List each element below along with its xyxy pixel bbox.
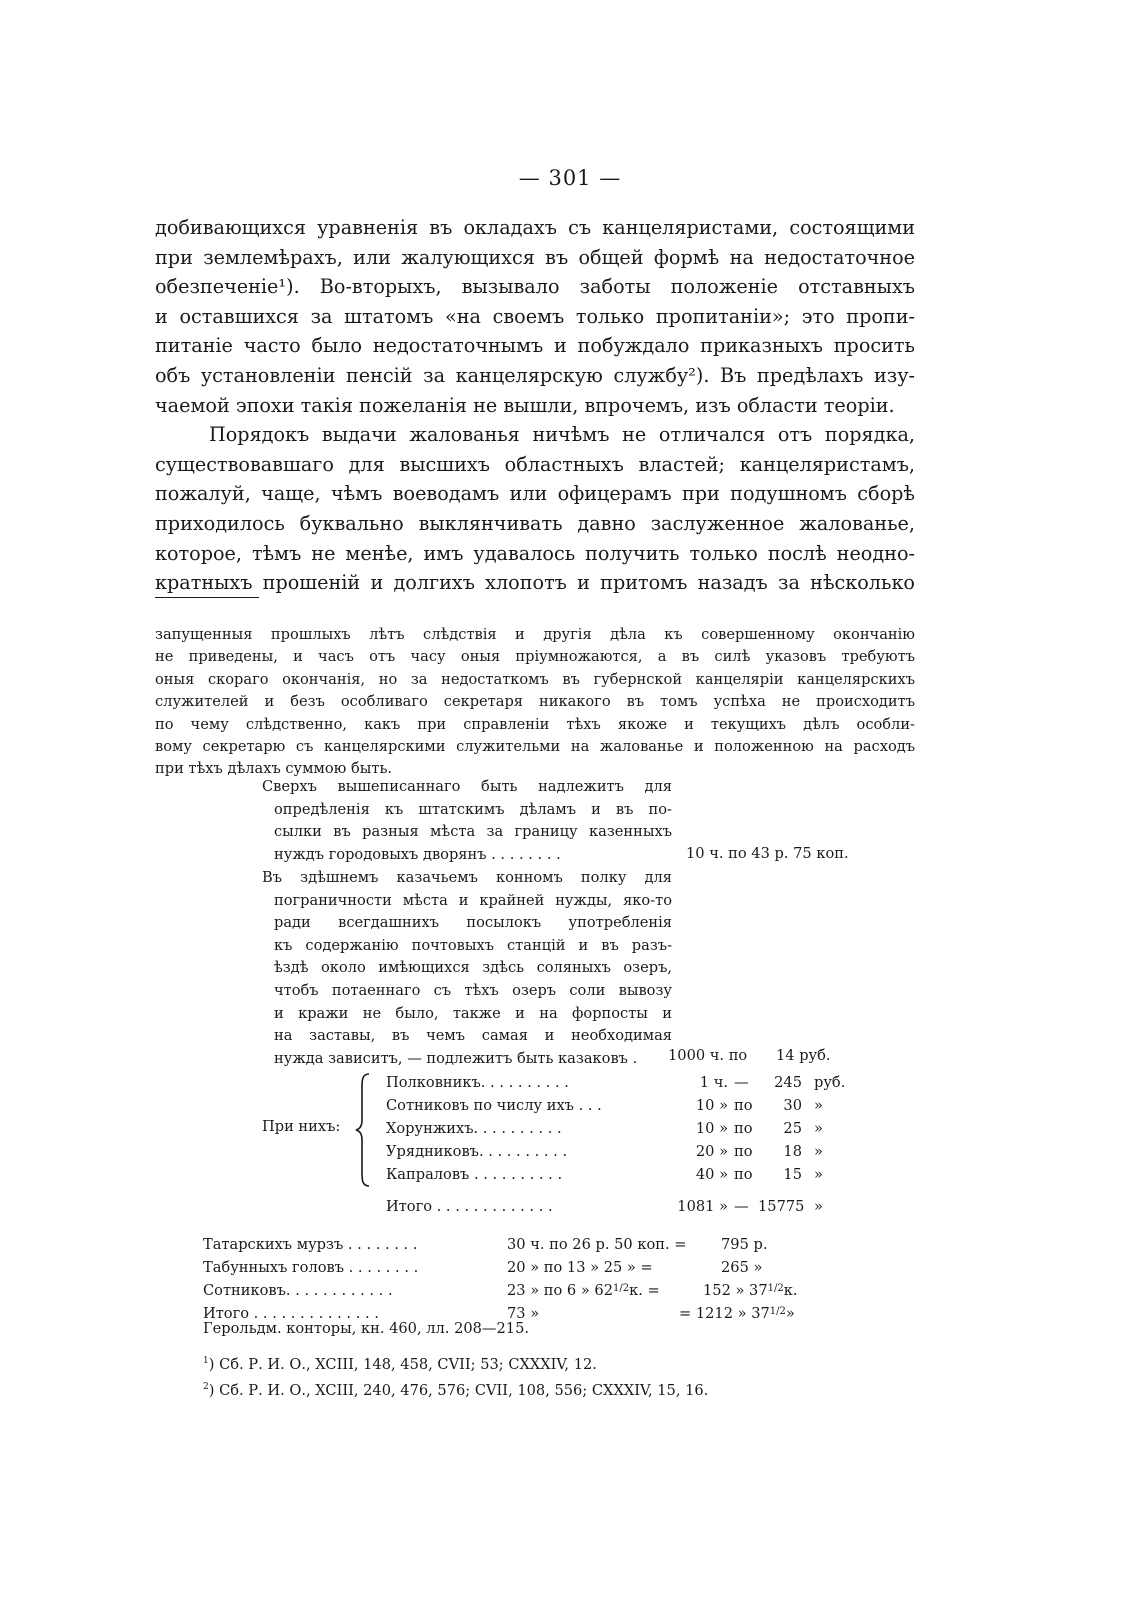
summary-total-frac: 1/2 (769, 1306, 786, 1317)
text-line: приходилось буквально выклянчивать давно заслуженное жалованье, (155, 511, 915, 535)
footnote-line: при тѣхъ дѣлахъ суммою быть. (155, 760, 393, 778)
footnotes (203, 1352, 708, 1404)
footnote-mark: 1 (203, 1356, 209, 1366)
summary-total-main: 152 » 37 (703, 1282, 768, 1299)
summary-total-tail: » (785, 1305, 795, 1322)
officer-total-name: Итого . . . . . . . . . . . . . (386, 1198, 553, 1215)
summary-qty: 20 » по 13 » 25 » = (507, 1259, 653, 1276)
summary-qty: 73 » (507, 1305, 540, 1322)
budget-amount-kazaki-pay: 14 руб. (776, 1047, 831, 1064)
officer-row (386, 1143, 846, 1165)
summary-row (203, 1282, 843, 1304)
summary-name: Татарскихъ мурзъ . . . . . . . . (203, 1236, 418, 1253)
text-line: и оставшихся за штатомъ «на своемъ только пропитаніи»; это пропи- (155, 304, 915, 328)
officer-sep: по (734, 1166, 753, 1183)
summary-row (203, 1236, 843, 1258)
summary-name: Табунныхъ головъ . . . . . . . . (203, 1259, 419, 1276)
officer-sep: по (734, 1143, 753, 1160)
officer-row (386, 1166, 846, 1188)
footnote-divider (155, 597, 259, 598)
officer-total-count: 1081 » (677, 1198, 728, 1215)
officer-count: 20 » (695, 1143, 728, 1160)
officer-pay: 245 (774, 1074, 802, 1091)
officer-count: 10 » (695, 1097, 728, 1114)
officer-name: Полковникъ. . . . . . . . . . (386, 1074, 569, 1091)
budget-line: на заставы, въ чемъ самая и необходимая (274, 1027, 672, 1045)
footnote-line: запущенныя прошлыхъ лѣтъ слѣдствія и другія дѣла къ совершенному окончанію (155, 626, 915, 643)
text-line: существовавшаго для высшихъ областныхъ властей; канцеляристамъ, (155, 452, 915, 476)
text-line: чаемой эпохи такія пожеланія не вышли, впрочемъ, изъ области теоріи. (155, 393, 895, 417)
footnote-continuation (155, 624, 915, 781)
budget-amount-dvoryane: 10 ч. по 43 р. 75 коп. (686, 845, 849, 862)
budget-line: нужда зависитъ, — подлежитъ быть казаковъ . (274, 1049, 638, 1067)
officer-count: 40 » (695, 1166, 728, 1183)
officer-row (386, 1097, 846, 1119)
budget-amount-kazaki-count: 1000 ч. по (668, 1047, 748, 1064)
officer-unit: » (814, 1166, 823, 1183)
summary-total: 265 » (721, 1259, 763, 1276)
officer-name: Капраловъ . . . . . . . . . . (386, 1166, 563, 1183)
budget-item-kazaki (262, 867, 672, 1070)
summary-total (703, 1282, 798, 1299)
officer-row (386, 1120, 846, 1142)
summary-total: 795 р. (721, 1236, 768, 1253)
text-line: кратныхъ прошеній и долгихъ хлопотъ и притомъ назадъ за нѣсколько (155, 571, 915, 595)
budget-line: Сверхъ вышеписаннаго быть надлежитъ для (262, 778, 672, 795)
text-line: которое, тѣмъ не менѣе, имъ удавалось получить только послѣ неодно- (155, 541, 915, 565)
budget-line: ради всегдашнихъ посылокъ употребленія (274, 914, 672, 932)
footnote-2 (203, 1378, 708, 1404)
budget-line: Въ здѣшнемъ казачьемъ конномъ полку для (262, 869, 672, 886)
summary-total-tail: к. (783, 1282, 798, 1299)
budget-line: нуждъ городовыхъ дворянъ . . . . . . . . (274, 845, 561, 863)
footnote-line: не приведены, и часъ отъ часу оныя пріумножаются, а въ силѣ указовъ требуютъ (155, 648, 915, 666)
summary-qty-frac: 1/2 (613, 1283, 630, 1294)
summary-row (203, 1259, 843, 1281)
summary-qty: 30 ч. по 26 р. 50 коп. = (507, 1236, 687, 1253)
summary-total-main: = 1212 » 37 (679, 1305, 770, 1322)
text-line: объ установленіи пенсій за канцелярскую службу²). Въ предѣлахъ изу- (155, 363, 915, 387)
budget-line: сылки въ разныя мѣста за границу казенныхъ (274, 823, 672, 841)
officer-name: Сотниковъ по числу ихъ . . . (386, 1097, 602, 1114)
officer-pay: 18 (783, 1143, 802, 1160)
officer-count: 10 » (695, 1120, 728, 1137)
brace-icon (354, 1072, 372, 1188)
page-number: — 301 — (518, 166, 622, 190)
officer-total-unit: » (814, 1198, 823, 1215)
summary-qty-tail: к. = (629, 1282, 660, 1299)
officer-unit: » (814, 1143, 823, 1160)
officer-row (386, 1074, 846, 1096)
officer-pay: 25 (783, 1120, 802, 1137)
officer-sep: — (734, 1074, 749, 1091)
footnote-line: по чему слѣдственно, какъ при справленіи тѣхъ якоже и текущихъ дѣлъ особли- (155, 715, 915, 733)
officer-sep: по (734, 1120, 753, 1137)
budget-line: опредѣленія къ штатскимъ дѣламъ и въ по- (274, 800, 672, 818)
footnote-mark: 2 (203, 1382, 209, 1392)
officer-total-pay: 15775 (758, 1198, 805, 1215)
footnote-1 (203, 1352, 708, 1378)
officer-unit: » (814, 1120, 823, 1137)
summary-qty-main: 23 » по 6 » 62 (507, 1282, 613, 1299)
footnote-line: служителей и безъ особливаго секретаря никакого въ томъ успѣха не происходитъ (155, 693, 915, 711)
text-line: пожалуй, чаще, чѣмъ воеводамъ или офицерамъ при подушномъ сборѣ (155, 482, 915, 506)
text-line: добивающихся уравненія въ окладахъ съ канцеляристами, состоящими (155, 216, 915, 239)
officer-name: Хорунжихъ. . . . . . . . . . (386, 1120, 562, 1137)
officer-sep: по (734, 1097, 753, 1114)
summary-total (679, 1305, 795, 1322)
officer-unit: руб. (814, 1074, 846, 1091)
budget-line: ѣздѣ около имѣющихся здѣсь соляныхъ озеръ, (274, 959, 672, 977)
footnote-text: ) Сб. Р. И. О., XCIII, 148, 458, CVII; 53; CXXXIV, 12. (208, 1356, 597, 1373)
officer-count: 1 ч. (699, 1074, 728, 1091)
footnote-text: ) Сб. Р. И. О., XCIII, 240, 476, 576; CVII, 108, 556; CXXXIV, 15, 16. (208, 1382, 709, 1399)
main-text (155, 213, 915, 598)
officer-pay: 15 (783, 1166, 802, 1183)
summary-qty (507, 1282, 660, 1299)
text-line: при землемѣрахъ, или жалующихся въ общей формѣ на недостаточное (155, 245, 915, 269)
officer-pay: 30 (783, 1097, 802, 1114)
officer-unit: » (814, 1097, 823, 1114)
text-line: питаніе часто было недостаточнымъ и побуждало приказныхъ просить (155, 334, 915, 358)
officer-total-sep: — (734, 1198, 749, 1215)
budget-line: чтобъ потаеннаго съ тѣхъ озеръ соли вывозу (274, 981, 672, 999)
officer-name: Урядниковъ. . . . . . . . . . (386, 1143, 568, 1160)
budget-line: пограничности мѣста и крайней нужды, яко-то (274, 891, 672, 909)
summary-name: Сотниковъ. . . . . . . . . . . . (203, 1282, 393, 1299)
budget-line: къ содержанію почтовыхъ станцій и въ разъ- (274, 936, 672, 954)
budget-line: и кражи не было, также и на форпосты и (274, 1004, 672, 1022)
officers-label: При нихъ: (262, 1118, 341, 1135)
summary-total-frac: 1/2 (767, 1283, 784, 1294)
text-line: Порядокъ выдачи жалованья ничѣмъ не отличался отъ порядка, (209, 423, 915, 447)
budget-item-dvoryane (262, 776, 672, 866)
summary-name: Итого . . . . . . . . . . . . . . (203, 1305, 379, 1322)
footnote-line: вому секретарю съ канцелярскими служительми на жалованье и положенною на расходъ (155, 737, 915, 755)
text-line: обезпеченіе¹). Во-вторыхъ, вызывало заботы положеніе отставныхъ (155, 275, 915, 299)
footnote-line: оныя скораго окончанія, но за недостаткомъ въ губернской канцеляріи канцелярскихъ (155, 670, 915, 688)
officer-total-row (386, 1198, 846, 1220)
archive-reference: Герольдм. конторы, кн. 460, лл. 208—215. (203, 1320, 530, 1337)
